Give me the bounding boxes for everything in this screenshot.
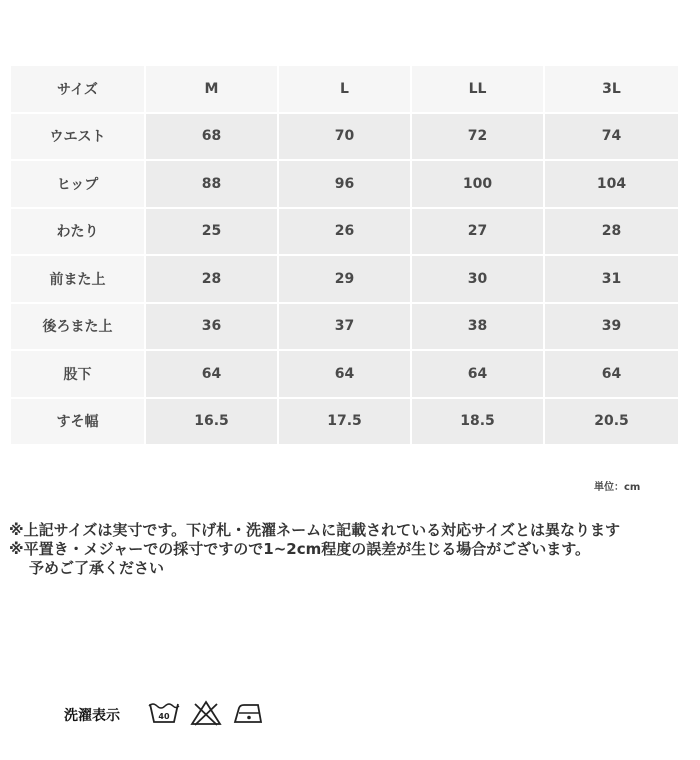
row-label: ヒップ <box>11 161 144 207</box>
header-cell: LL <box>412 66 543 112</box>
table-cell: 28 <box>146 256 277 302</box>
table-cell: 74 <box>545 114 678 160</box>
table-cell: 104 <box>545 161 678 207</box>
wash-40-icon <box>148 700 180 730</box>
row-label: すそ幅 <box>11 399 144 445</box>
row-label: 股下 <box>11 351 144 397</box>
table-row <box>11 351 678 397</box>
iron-low-icon <box>232 700 264 730</box>
table-row <box>11 256 678 302</box>
table-cell: 28 <box>545 209 678 255</box>
note-line: ※平置き・メジャーでの採寸ですので1~2cm程度の誤差が生じる場合がございます。 <box>9 540 591 558</box>
table-cell: 16.5 <box>146 399 277 445</box>
table-row <box>11 304 678 350</box>
svg-text:40: 40 <box>158 712 170 721</box>
table-cell: 64 <box>545 351 678 397</box>
unit-label: 単位：cm <box>594 482 641 493</box>
table-cell: 29 <box>279 256 410 302</box>
table-header-row <box>11 66 678 112</box>
table-cell: 64 <box>412 351 543 397</box>
table-cell: 38 <box>412 304 543 350</box>
size-notes <box>9 521 689 578</box>
table-cell: 64 <box>279 351 410 397</box>
size-table <box>9 64 680 446</box>
row-label: 前また上 <box>11 256 144 302</box>
table-row <box>11 161 678 207</box>
table-cell: 26 <box>279 209 410 255</box>
header-cell: L <box>279 66 410 112</box>
note-line: ※上記サイズは実寸です。下げ札・洗濯ネームに記載されている対応サイズとは異なります <box>9 521 620 539</box>
table-cell: 100 <box>412 161 543 207</box>
care-instructions <box>64 700 274 730</box>
table-cell: 39 <box>545 304 678 350</box>
header-cell: サイズ <box>11 66 144 112</box>
table-cell: 37 <box>279 304 410 350</box>
table-cell: 27 <box>412 209 543 255</box>
row-label: 後ろまた上 <box>11 304 144 350</box>
no-bleach-icon <box>190 700 222 730</box>
table-row <box>11 399 678 445</box>
table-cell: 70 <box>279 114 410 160</box>
row-label: わたり <box>11 209 144 255</box>
table-cell: 30 <box>412 256 543 302</box>
table-cell: 20.5 <box>545 399 678 445</box>
table-row <box>11 114 678 160</box>
table-cell: 96 <box>279 161 410 207</box>
header-cell: M <box>146 66 277 112</box>
table-cell: 31 <box>545 256 678 302</box>
table-cell: 25 <box>146 209 277 255</box>
table-cell: 17.5 <box>279 399 410 445</box>
table-row <box>11 209 678 255</box>
table-cell: 68 <box>146 114 277 160</box>
header-cell: 3L <box>545 66 678 112</box>
row-label: ウエスト <box>11 114 144 160</box>
care-label: 洗濯表示 <box>64 708 120 724</box>
note-line: 予めご了承ください <box>29 559 165 577</box>
table-cell: 18.5 <box>412 399 543 445</box>
table-cell: 88 <box>146 161 277 207</box>
table-cell: 72 <box>412 114 543 160</box>
table-cell: 64 <box>146 351 277 397</box>
table-cell: 36 <box>146 304 277 350</box>
